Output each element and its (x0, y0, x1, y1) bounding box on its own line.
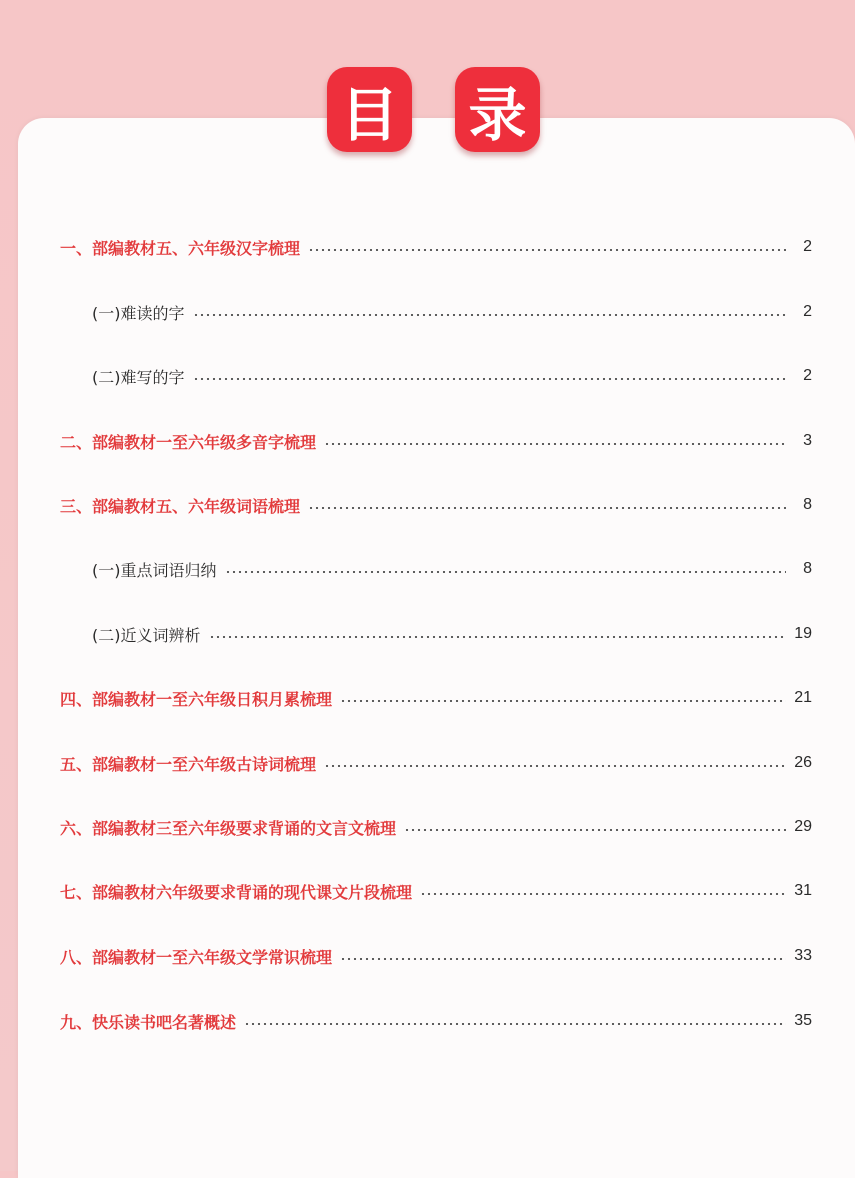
title-char-left: 目 (327, 67, 412, 152)
dot-leader (324, 765, 786, 767)
toc-entry-label: (一)重点词语归纳 (92, 560, 217, 580)
toc-entry-page: 26 (794, 754, 812, 771)
dot-leader (193, 378, 787, 380)
toc-entry[interactable] (60, 490, 812, 520)
toc-entry[interactable] (60, 812, 812, 842)
toc-entry-label: 六、部编教材三至六年级要求背诵的文言文梳理 (60, 818, 397, 838)
toc-entry-page: 3 (803, 432, 812, 449)
title-char-right: 录 (455, 67, 540, 152)
dot-leader (340, 958, 786, 960)
toc-entry-label: (二)近义词辨析 (92, 625, 201, 645)
toc-entry-label: 一、部编教材五、六年级汉字梳理 (60, 238, 301, 258)
toc-entry[interactable] (60, 683, 812, 713)
toc-entry-page: 31 (794, 882, 812, 899)
toc-entry[interactable] (60, 748, 812, 778)
toc-entry[interactable] (92, 619, 812, 649)
toc-entry-page: 2 (803, 367, 812, 384)
toc-entry-label: 五、部编教材一至六年级古诗词梳理 (60, 754, 317, 774)
toc-entry-page: 19 (794, 625, 812, 642)
toc-entry-label: 四、部编教材一至六年级日积月累梳理 (60, 689, 333, 709)
toc-entry[interactable] (92, 297, 812, 327)
dot-leader (420, 893, 786, 895)
dot-leader (308, 507, 786, 509)
toc-entry-label: (二)难写的字 (92, 367, 185, 387)
toc-entry[interactable] (60, 941, 812, 971)
toc-entry[interactable] (60, 876, 812, 906)
dot-leader (308, 249, 786, 251)
dot-leader (404, 829, 786, 831)
dot-leader (340, 700, 786, 702)
toc-entry-page: 2 (803, 238, 812, 255)
toc-entry[interactable] (60, 232, 812, 262)
toc-entry[interactable] (60, 426, 812, 456)
dot-leader (193, 314, 787, 316)
toc-entry-page: 29 (794, 818, 812, 835)
toc-entry-page: 8 (803, 496, 812, 513)
toc-entry-page: 33 (794, 947, 812, 964)
toc-entry[interactable] (60, 1006, 812, 1036)
toc-entry-page: 2 (803, 303, 812, 320)
toc-entry-label: 九、快乐读书吧名著概述 (60, 1012, 237, 1032)
dot-leader (225, 571, 787, 573)
dot-leader (209, 636, 787, 638)
dot-leader (324, 443, 786, 445)
toc-entry-label: 七、部编教材六年级要求背诵的现代课文片段梳理 (60, 882, 413, 902)
dot-leader (244, 1023, 786, 1025)
toc-entry-label: 二、部编教材一至六年级多音字梳理 (60, 432, 317, 452)
toc-entry[interactable] (92, 554, 812, 584)
toc-entry[interactable] (92, 361, 812, 391)
toc-entry-page: 8 (803, 560, 812, 577)
toc-entry-label: (一)难读的字 (92, 303, 185, 323)
toc-entry-label: 八、部编教材一至六年级文学常识梳理 (60, 947, 333, 967)
toc-entry-page: 21 (794, 689, 812, 706)
toc-entry-label: 三、部编教材五、六年级词语梳理 (60, 496, 301, 516)
toc-entry-page: 35 (794, 1012, 812, 1029)
